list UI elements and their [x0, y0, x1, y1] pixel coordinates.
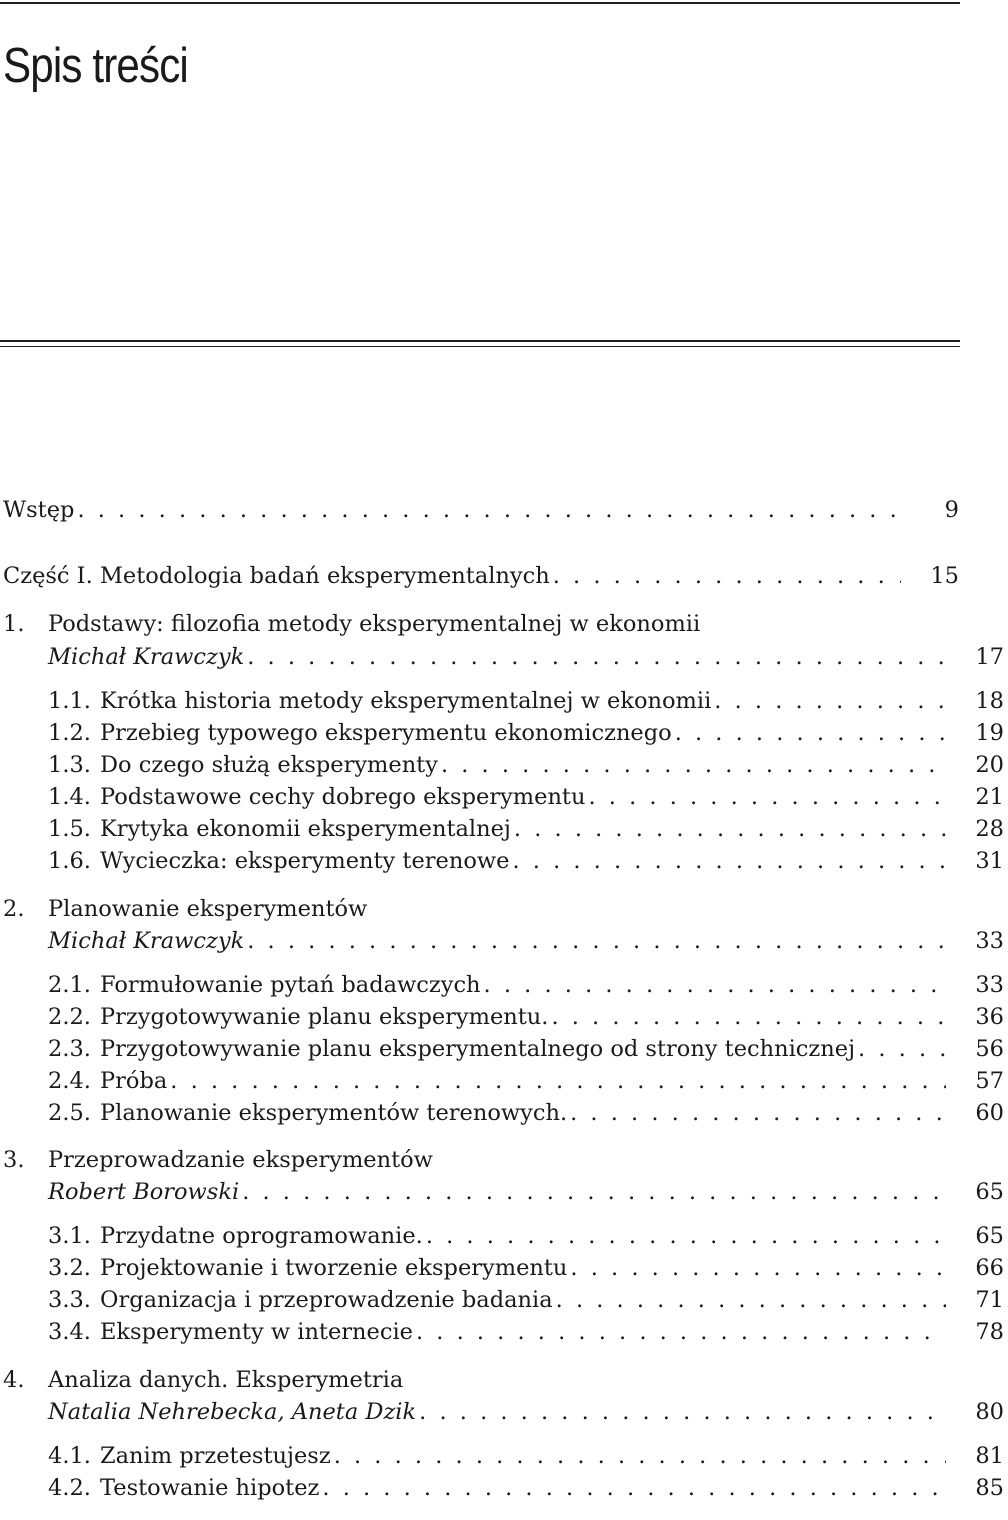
dot-leader: [419, 1396, 946, 1428]
toc-entry[interactable]: [0, 925, 1008, 957]
toc-entry-title: Wycieczka: eksperymenty terenowe: [100, 848, 510, 874]
toc-entry-title: Projektowanie i tworzenie eksperymentu: [100, 1255, 568, 1281]
dot-leader: [553, 560, 901, 592]
toc-entry-title: Formułowanie pytań badawczych: [100, 972, 481, 998]
toc-entry[interactable]: [0, 1472, 1008, 1504]
dot-leader: [242, 1176, 946, 1208]
toc-entry-number: 2.5.: [48, 1100, 91, 1126]
toc-entry-number: 3.4.: [48, 1319, 91, 1345]
toc-entry-title: Przygotowywanie planu eksperymentu.: [100, 1004, 549, 1030]
toc-entry[interactable]: [0, 1284, 1008, 1316]
toc-entry-title: Krytyka ekonomii eksperymentalnej: [100, 816, 511, 842]
toc-entry-title: Organizacja i przeprowadzenie badania: [100, 1287, 553, 1313]
toc-entry-title: Podstawowe cechy dobrego eksperymentu: [100, 784, 586, 810]
toc-entry-number: 3.3.: [48, 1287, 91, 1313]
toc-entry-number: 2.: [3, 896, 25, 922]
toc-entry[interactable]: [0, 781, 1008, 813]
dot-leader: [551, 1001, 946, 1033]
toc-entry-number: 3.: [3, 1147, 25, 1173]
toc-entry-title: Eksperymenty w internecie: [100, 1319, 413, 1345]
dot-leader: [170, 1065, 946, 1097]
toc-entry-title: Planowanie eksperymentów terenowych.: [100, 1100, 568, 1126]
toc-entry-page: 65: [975, 1179, 1004, 1205]
toc-entry-page: 31: [975, 848, 1004, 874]
toc-entry-page: 28: [975, 816, 1004, 842]
toc-entry-title: Przeprowadzanie eksperymentów: [48, 1147, 433, 1173]
toc-entry-number: 3.1.: [48, 1223, 91, 1249]
toc-entry-number: 1.2.: [48, 720, 91, 746]
toc-entry-title: Przydatne oprogramowanie.: [100, 1223, 423, 1249]
toc-entry-author: Natalia Nehrebecka, Aneta Dzik: [48, 1399, 417, 1425]
toc-entry-title: Próba: [100, 1068, 168, 1094]
toc-entry[interactable]: [0, 494, 963, 526]
toc-entry-number: 2.2.: [48, 1004, 91, 1030]
toc-entry-page: 71: [975, 1287, 1004, 1313]
dot-leader: [714, 685, 946, 717]
toc-entry-page: 78: [975, 1319, 1004, 1345]
toc-entry[interactable]: [0, 560, 963, 592]
dot-leader: [247, 641, 946, 673]
toc-entry-title: Testowanie hipotez: [100, 1475, 320, 1501]
dot-leader: [247, 925, 946, 957]
page-title: Spis treści: [3, 39, 188, 93]
dot-leader: [77, 494, 901, 526]
toc-entry-page: 60: [975, 1100, 1004, 1126]
toc-entry-number: 2.3.: [48, 1036, 91, 1062]
toc-entry-page: 81: [975, 1443, 1004, 1469]
toc-entry-number: 4.1.: [48, 1443, 91, 1469]
toc-entry-number: 1.: [3, 611, 25, 637]
toc-entry[interactable]: [0, 1144, 963, 1176]
dot-leader: [334, 1440, 946, 1472]
toc-entry-title: Przygotowywanie planu eksperymentalnego od strony technicznej: [100, 1036, 856, 1062]
toc-entry[interactable]: [0, 1440, 1008, 1472]
toc-entry-title: Część I. Metodologia badań eksperymentalnych: [3, 563, 550, 589]
toc-entry[interactable]: [0, 608, 963, 640]
dot-leader: [512, 845, 946, 877]
toc-entry-title: Podstawy: filozofia metody eksperymentalnej w ekonomii: [48, 611, 701, 637]
toc-entry-page: 57: [975, 1068, 1004, 1094]
toc-entry-number: 1.4.: [48, 784, 91, 810]
top-rule: [0, 2, 960, 4]
toc-entry-page: 15: [930, 563, 959, 589]
toc-entry-title: Zanim przetestujesz: [100, 1443, 331, 1469]
dot-leader: [426, 1220, 946, 1252]
toc-entry[interactable]: [0, 1001, 1008, 1033]
toc-entry-number: 3.2.: [48, 1255, 91, 1281]
toc-entry-title: Analiza danych. Eksperymetria: [48, 1367, 404, 1393]
toc-entry-page: 66: [975, 1255, 1004, 1281]
dot-leader: [675, 717, 946, 749]
toc-entry[interactable]: [0, 749, 1008, 781]
toc-entry-title: Przebieg typowego eksperymentu ekonomicznego: [100, 720, 672, 746]
toc-entry-page: 56: [975, 1036, 1004, 1062]
toc-entry-page: 19: [975, 720, 1004, 746]
toc-entry[interactable]: [0, 1316, 1008, 1348]
dot-leader: [588, 781, 946, 813]
dot-leader: [514, 813, 946, 845]
toc-entry[interactable]: [0, 1252, 1008, 1284]
dot-leader: [858, 1033, 946, 1065]
toc-entry[interactable]: [0, 717, 1008, 749]
toc-entry-number: 4.: [3, 1367, 25, 1393]
toc-entry-author: Michał Krawczyk: [48, 644, 245, 670]
dot-leader: [570, 1097, 946, 1129]
toc-entry-page: 33: [975, 928, 1004, 954]
dot-leader: [322, 1472, 946, 1504]
toc-entry[interactable]: [0, 1097, 1008, 1129]
toc-entry-author: Robert Borowski: [48, 1179, 240, 1205]
dot-leader: [441, 749, 946, 781]
toc-entry[interactable]: [0, 1033, 1008, 1065]
toc-entry-page: 18: [975, 688, 1004, 714]
toc-entry-number: 1.1.: [48, 688, 91, 714]
toc-entry-page: 65: [975, 1223, 1004, 1249]
double-rule: [0, 340, 960, 347]
toc-entry-title: Wstęp: [3, 497, 75, 523]
toc-entry-number: 2.4.: [48, 1068, 91, 1094]
toc-entry[interactable]: [0, 1220, 1008, 1252]
toc-entry-page: 9: [944, 497, 959, 523]
toc-entry-number: 1.6.: [48, 848, 91, 874]
toc-entry[interactable]: [0, 1396, 1008, 1428]
toc-entry-title: Planowanie eksperymentów: [48, 896, 368, 922]
toc-entry-title: Krótka historia metody eksperymentalnej w ekonomii: [100, 688, 712, 714]
toc-entry[interactable]: [0, 1176, 1008, 1208]
toc-entry-page: 21: [975, 784, 1004, 810]
toc-entry-number: 2.1.: [48, 972, 91, 998]
toc-entry[interactable]: [0, 1364, 963, 1396]
toc-entry-page: 17: [975, 644, 1004, 670]
toc-entry-author: Michał Krawczyk: [48, 928, 245, 954]
dot-leader: [416, 1316, 946, 1348]
toc-entry[interactable]: [0, 685, 1008, 717]
toc-entry-number: 1.5.: [48, 816, 91, 842]
toc-entry[interactable]: [0, 893, 963, 925]
toc-entry[interactable]: [0, 969, 1008, 1001]
toc-entry[interactable]: [0, 1065, 1008, 1097]
toc-entry[interactable]: [0, 845, 1008, 877]
toc-entry[interactable]: [0, 641, 1008, 673]
toc-entry[interactable]: [0, 813, 1008, 845]
dot-leader: [570, 1252, 946, 1284]
toc-entry-page: 36: [975, 1004, 1004, 1030]
toc-entry-page: 33: [975, 972, 1004, 998]
toc-entry-number: 1.3.: [48, 752, 91, 778]
toc-entry-title: Do czego służą eksperymenty: [100, 752, 438, 778]
toc-entry-number: 4.2.: [48, 1475, 91, 1501]
toc-entry-page: 85: [975, 1475, 1004, 1501]
toc-entry-page: 20: [975, 752, 1004, 778]
toc-entry-page: 80: [975, 1399, 1004, 1425]
dot-leader: [484, 969, 946, 1001]
dot-leader: [556, 1284, 946, 1316]
